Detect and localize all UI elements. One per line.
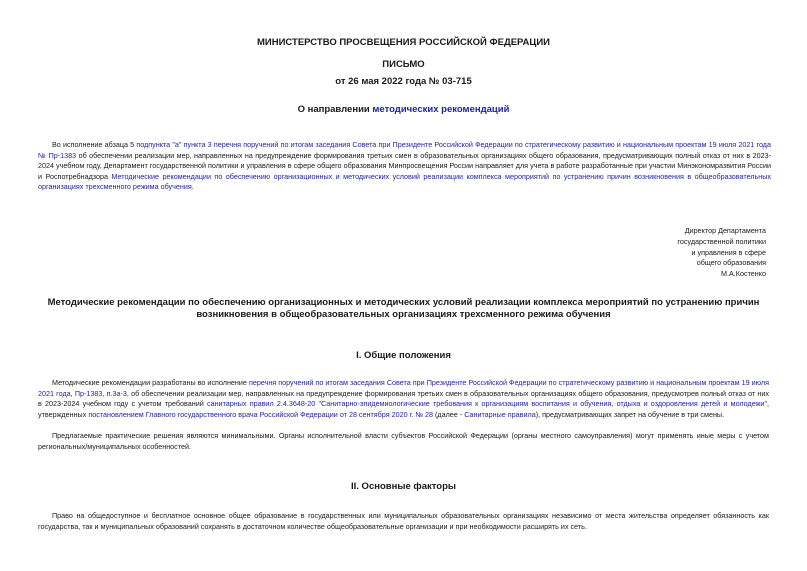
para1-link-instructions[interactable]: подпункта "а" пункта 3 перечня поручений по итогам заседания Совета при Президенте Российской Федерации по стратегическому развитию и национальным проектам 19 июля 2021 года № Пр-1383 [38,140,771,160]
ministry-title: МИНИСТЕРСТВО ПРОСВЕЩЕНИЯ РОССИЙСКОЙ ФЕДЕРАЦИИ [256,37,551,48]
signature-line-4: общего образования [696,258,766,268]
s1p1-text-3: , утвержденных [38,399,770,419]
section-1-heading: I. Общие положения [356,350,451,361]
intro-paragraph [38,140,771,193]
signature-line-3: и управления в сфере [691,247,766,257]
recommendations-title: Методические рекомендации по обеспечению организационных и методических условий реализации комплекса мероприятий по устранению причин возникновения в общеобразовательных организациях трехсменного режима обучения [47,297,760,320]
document-date-number: от 26 мая 2022 года № 03-715 [335,76,472,87]
section-1-paragraph-2 [38,431,769,452]
para1-text-2: об обеспечении реализации мер, направленных на предупреждение формирования третьих смен в образовательных организациях общего образования, предусматривающих полный отказ от них в 2023-2024 учебном году, Департамент государственной политики и управления в сфере общего образования Минпросвещения России направляет для учета в работе разработанные при участии Минэкономразвития России и Роспотребнадзора [38,150,771,181]
section-2-heading: II. Основные факторы [351,481,456,492]
document-subject [0,104,807,115]
signature-line-1: Директор Департамента [684,226,766,235]
s1p1-text-2: , об обеспечении реализации мер, направленных на предупреждение формирования третьих смен в образовательных организациях общего образования, предусмотрев полный отказ от них в 2023-2024 учебном году с учетом требований [38,388,770,409]
s1p1-text-4: (далее - [433,409,465,419]
signature-line-2: государственной политики [677,236,766,246]
s1p1-link-sanitary-rules[interactable]: санитарных правил 2.4.3648-20 "Санитарно-эпидемиологические требования к организациям воспитания и обучения, отдыха и оздоровления детей и молодежи" [207,399,768,409]
s1p1-text-1: Методические рекомендации разработаны во исполнение [52,378,249,387]
signature-name: М.А.Костенко [721,269,766,279]
s1p1-link-instructions[interactable]: перечня поручений по итогам заседания Совета при Президенте Российской Федерации по стратегическому развитию и национальным проектам 19 июля 2021 года, Пр-1383, п.3а-3 [38,378,769,398]
subject-prefix: О направлении [297,104,373,115]
signature-block [677,226,766,280]
para1-link-recommendations[interactable]: Методические рекомендации по обеспечению организационных и методических условий реализации комплекса мероприятий по устранению причин возникновения в общеобразовательных организациях трехсменного режима обучения [38,171,772,192]
para1-text-1: Во исполнение абзаца 5 [52,140,137,149]
section-2-paragraph-1 [38,511,769,532]
section-1-paragraph-1 [38,378,769,420]
s1p1-link-resolution[interactable]: постановлением Главного государственного врача Российской Федерации от 28 сентября 2020 г. № 28 [88,409,434,419]
s1p1-text-5: ), предусматривающих запрет на обучение в три смены. [535,409,725,419]
subject-link[interactable]: методических рекомендаций [372,104,510,115]
s1p1-link-sanitary-abbrev[interactable]: Санитарные правила [464,409,536,419]
s1p2-text: Предлагаемые практические решения являются минимальными. Органы исполнительной власти субъектов Российской Федерации (органы местного самоуправления) могут применять иные меры с учетом региональных/муниципальных особенностей. [38,431,769,451]
s2p1-text: Право на общедоступное и бесплатное основное общее образование в государственных или муниципальных образовательных организациях независимо от места жительства определяет обязанность как государства, так и муниципальных образований сохранять в достаточном количестве общеобразовательные организации и при необходимости расширять их сеть. [38,511,769,531]
document-type: ПИСЬМО [382,59,425,70]
para1-text-3: . [191,182,194,192]
